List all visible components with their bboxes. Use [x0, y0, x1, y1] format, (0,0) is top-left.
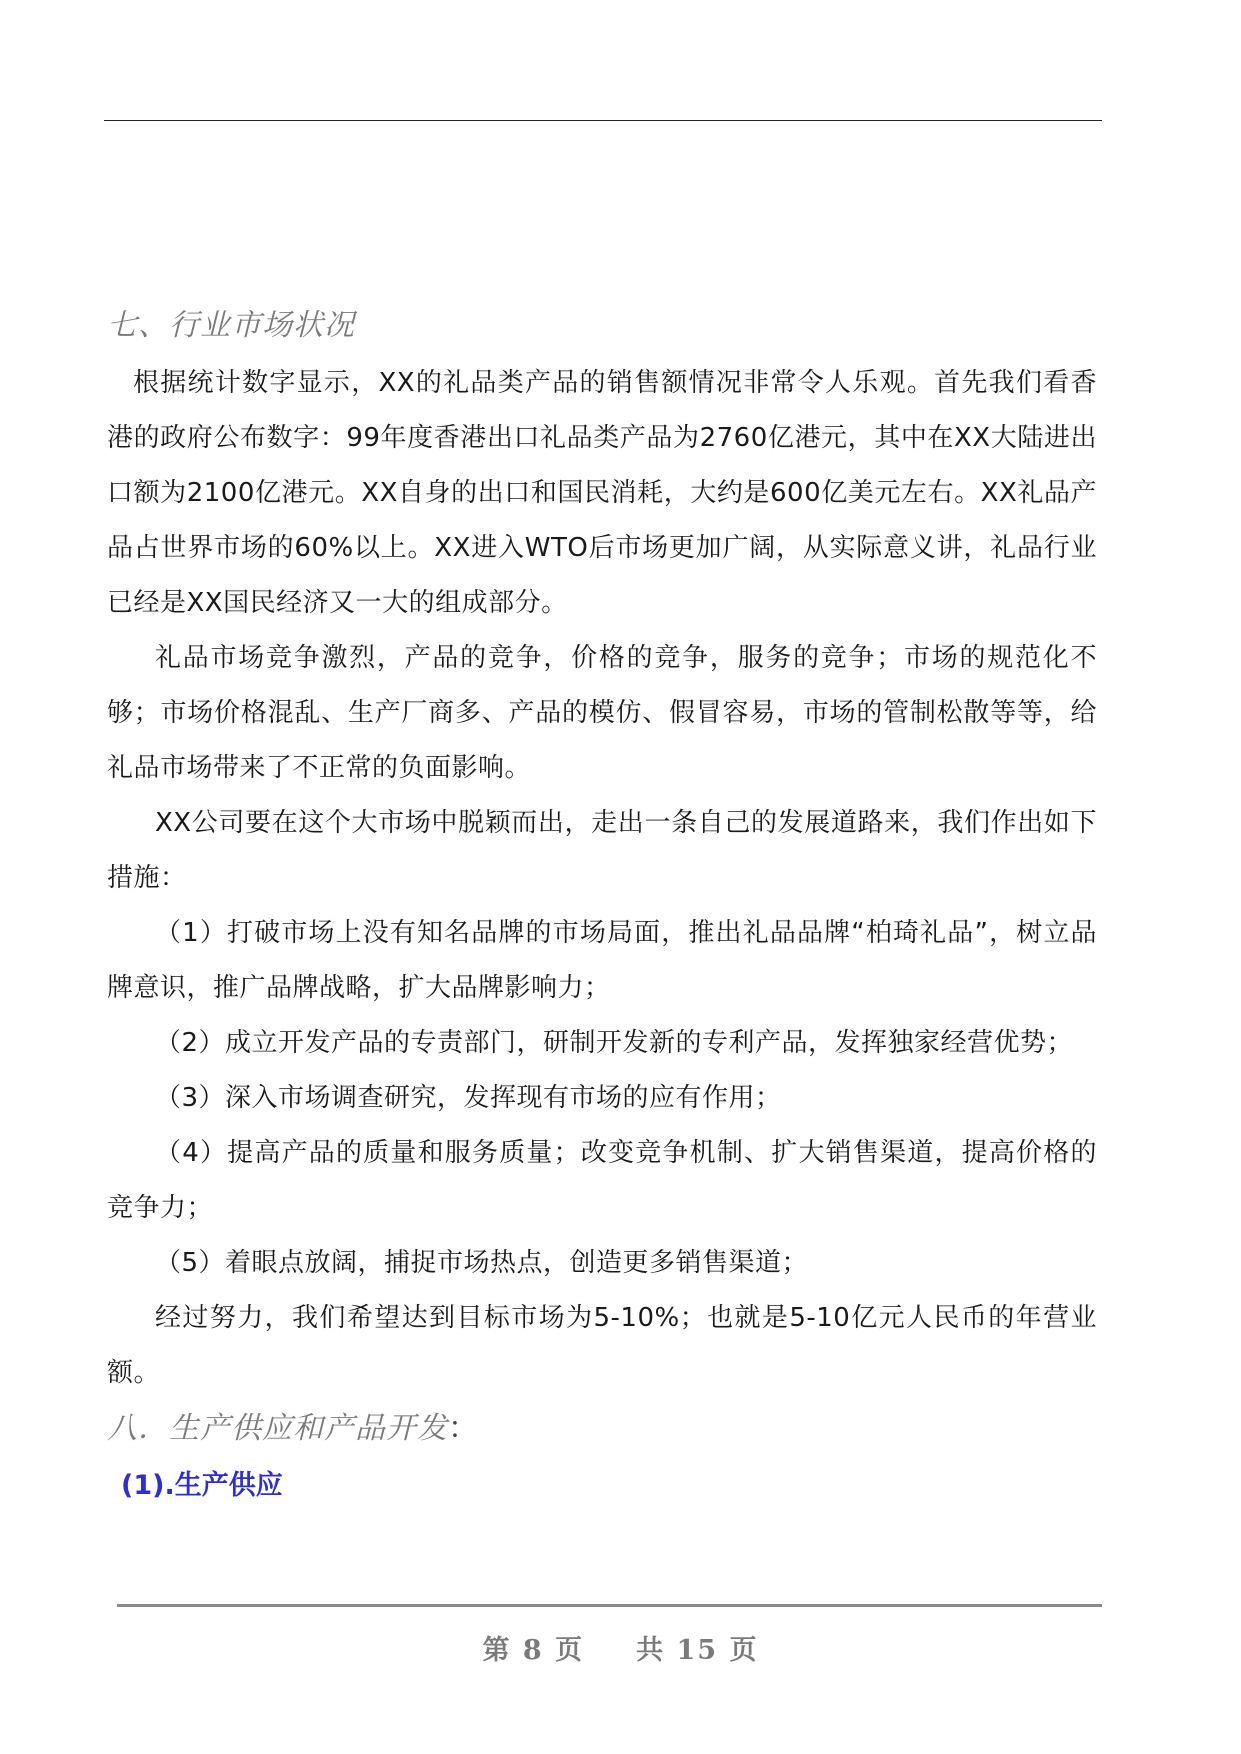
section-8-heading — [107, 1405, 1097, 1453]
paragraph-target-market: 经过努力，我们希望达到目标市场为5-10%；也就是5-10亿元人民币的年营业额。 — [107, 1303, 1097, 1388]
measure-item-5: （5）着眼点放阔，捕捉市场热点，创造更多销售渠道； — [155, 1248, 809, 1278]
measure-item-4: （4）提高产品的质量和服务质量；改变竞争机制、扩大销售渠道，提高价格的竞争力； — [107, 1138, 1097, 1223]
page-total: 共 15 页 — [636, 1635, 759, 1666]
page-footer — [0, 1628, 1241, 1667]
page-content — [107, 302, 1097, 1511]
footer-rule — [117, 1604, 1102, 1607]
section-8-heading-colon: ： — [448, 1411, 479, 1446]
measure-item-1: （1）打破市场上没有知名品牌的市场局面，推出礼品品牌“柏琦礼品”，树立品牌意识，推广品牌战略，扩大品牌影响力； — [107, 918, 1097, 1003]
header-rule — [104, 120, 1102, 121]
paragraph-market-statistics: 根据统计数字显示，XX的礼品类产品的销售额情况非常令人乐观。首先我们看香港的政府公布数字：99年度香港出口礼品类产品为2760亿港元，其中在XX大陆进出口额为2100亿港元。XX自身的出口和国民消耗，大约是600亿美元左右。XX礼品产品占世界市场的60%以上。XX进入WTO后市场更加广阔，从实际意义讲，礼品行业已经是XX国民经济又一大的组成部分。 — [107, 368, 1097, 618]
measure-item-2: （2）成立开发产品的专责部门，研制开发新的专利产品，发挥独家经营优势； — [155, 1028, 1074, 1058]
page-number: 第 8 页 — [482, 1635, 585, 1666]
section-7-heading: 七、行业市场状况 — [107, 308, 355, 343]
paragraph-company-measures: XX公司要在这个大市场中脱颖而出，走出一条自己的发展道路来，我们作出如下措施： — [107, 808, 1097, 893]
subheading-production-supply: (1).生产供应 — [121, 1470, 283, 1501]
paragraph-market-competition: 礼品市场竞争激烈，产品的竞争，价格的竞争，服务的竞争；市场的规范化不够；市场价格混乱、生产厂商多、产品的模仿、假冒容易，市场的管制松散等等，给礼品市场带来了不正常的负面影响。 — [107, 643, 1097, 783]
section-8-heading-text: 八．生产供应和产品开发 — [107, 1411, 448, 1446]
measure-item-3: （3）深入市场调查研究，发挥现有市场的应有作用； — [155, 1083, 782, 1113]
